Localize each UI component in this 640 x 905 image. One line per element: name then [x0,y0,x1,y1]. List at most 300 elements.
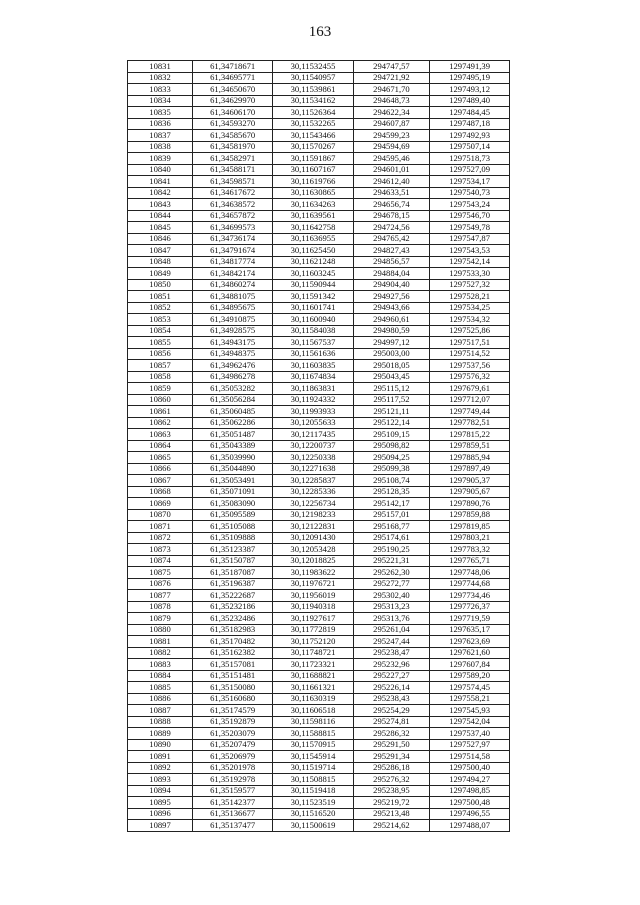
latitude-cell: 61,35203079 [193,728,273,740]
table-row [128,521,510,533]
x-coordinate-cell: 295117,52 [353,394,430,406]
y-coordinate-cell: 1297514,52 [430,348,510,360]
table-row [128,302,510,314]
longitude-cell: 30,11545914 [273,751,353,763]
longitude-cell: 30,11606518 [273,705,353,717]
x-coordinate-cell: 295003,00 [353,348,430,360]
y-coordinate-cell: 1297514,58 [430,751,510,763]
latitude-cell: 61,35174579 [193,705,273,717]
latitude-cell: 61,35201978 [193,762,273,774]
point-number-cell: 10847 [128,245,193,257]
latitude-cell: 61,35232486 [193,613,273,625]
longitude-cell: 30,11993933 [273,406,353,418]
point-number-cell: 10833 [128,84,193,96]
point-number-cell: 10845 [128,222,193,234]
longitude-cell: 30,11688821 [273,670,353,682]
point-number-cell: 10876 [128,578,193,590]
point-number-cell: 10863 [128,429,193,441]
latitude-cell: 61,35196387 [193,578,273,590]
point-number-cell: 10841 [128,176,193,188]
table-row [128,705,510,717]
longitude-cell: 30,12256734 [273,498,353,510]
table-row [128,72,510,84]
table-row [128,544,510,556]
y-coordinate-cell: 1297607,84 [430,659,510,671]
latitude-cell: 61,35053282 [193,383,273,395]
coordinates-table [127,60,510,832]
table-row [128,233,510,245]
point-number-cell: 10887 [128,705,193,717]
y-coordinate-cell: 1297748,06 [430,567,510,579]
latitude-cell: 61,35151481 [193,670,273,682]
longitude-cell: 30,11621248 [273,256,353,268]
latitude-cell: 61,35060485 [193,406,273,418]
y-coordinate-cell: 1297719,59 [430,613,510,625]
longitude-cell: 30,12018825 [273,555,353,567]
table-row [128,245,510,257]
longitude-cell: 30,11561636 [273,348,353,360]
y-coordinate-cell: 1297549,78 [430,222,510,234]
y-coordinate-cell: 1297589,20 [430,670,510,682]
x-coordinate-cell: 294612,40 [353,176,430,188]
point-number-cell: 10856 [128,348,193,360]
longitude-cell: 30,11723321 [273,659,353,671]
latitude-cell: 61,35105088 [193,521,273,533]
x-coordinate-cell: 294648,73 [353,95,430,107]
longitude-cell: 30,11519418 [273,785,353,797]
y-coordinate-cell: 1297534,25 [430,302,510,314]
table-row [128,498,510,510]
table-row [128,590,510,602]
point-number-cell: 10873 [128,544,193,556]
table-row [128,624,510,636]
longitude-cell: 30,11752120 [273,636,353,648]
x-coordinate-cell: 294633,51 [353,187,430,199]
longitude-cell: 30,11630319 [273,693,353,705]
point-number-cell: 10897 [128,820,193,832]
x-coordinate-cell: 294656,74 [353,199,430,211]
table-row [128,739,510,751]
x-coordinate-cell: 295238,47 [353,647,430,659]
latitude-cell: 61,35192978 [193,774,273,786]
table-row [128,463,510,475]
latitude-cell: 61,35051487 [193,429,273,441]
latitude-cell: 61,34695771 [193,72,273,84]
table-row [128,682,510,694]
x-coordinate-cell: 295168,77 [353,521,430,533]
longitude-cell: 30,11570267 [273,141,353,153]
y-coordinate-cell: 1297749,44 [430,406,510,418]
point-number-cell: 10834 [128,95,193,107]
y-coordinate-cell: 1297496,55 [430,808,510,820]
x-coordinate-cell: 295254,29 [353,705,430,717]
latitude-cell: 61,34860274 [193,279,273,291]
point-number-cell: 10877 [128,590,193,602]
table-row [128,279,510,291]
table-row [128,601,510,613]
coordinates-table-body [128,61,510,832]
longitude-cell: 30,12285336 [273,486,353,498]
longitude-cell: 30,11772819 [273,624,353,636]
table-row [128,613,510,625]
table-row [128,383,510,395]
x-coordinate-cell: 295115,12 [353,383,430,395]
table-row [128,61,510,73]
table-row [128,452,510,464]
y-coordinate-cell: 1297890,76 [430,498,510,510]
x-coordinate-cell: 295098,82 [353,440,430,452]
longitude-cell: 30,12250338 [273,452,353,464]
latitude-cell: 61,34581970 [193,141,273,153]
x-coordinate-cell: 295128,35 [353,486,430,498]
y-coordinate-cell: 1297498,85 [430,785,510,797]
x-coordinate-cell: 295291,34 [353,751,430,763]
longitude-cell: 30,11601741 [273,302,353,314]
longitude-cell: 30,12200737 [273,440,353,452]
x-coordinate-cell: 295227,27 [353,670,430,682]
longitude-cell: 30,11591867 [273,153,353,165]
table-row [128,314,510,326]
y-coordinate-cell: 1297534,32 [430,314,510,326]
longitude-cell: 30,11598116 [273,716,353,728]
latitude-cell: 61,34638572 [193,199,273,211]
table-row [128,647,510,659]
latitude-cell: 61,35043389 [193,440,273,452]
longitude-cell: 30,11983622 [273,567,353,579]
point-number-cell: 10886 [128,693,193,705]
latitude-cell: 61,34582971 [193,153,273,165]
latitude-cell: 61,34606170 [193,107,273,119]
x-coordinate-cell: 295313,76 [353,613,430,625]
y-coordinate-cell: 1297859,88 [430,509,510,521]
longitude-cell: 30,11588815 [273,728,353,740]
table-row [128,325,510,337]
longitude-cell: 30,11976721 [273,578,353,590]
point-number-cell: 10893 [128,774,193,786]
table-row [128,268,510,280]
point-number-cell: 10884 [128,670,193,682]
y-coordinate-cell: 1297905,37 [430,475,510,487]
longitude-cell: 30,11600940 [273,314,353,326]
point-number-cell: 10865 [128,452,193,464]
point-number-cell: 10854 [128,325,193,337]
longitude-cell: 30,11863831 [273,383,353,395]
point-number-cell: 10852 [128,302,193,314]
longitude-cell: 30,11584038 [273,325,353,337]
latitude-cell: 61,34791674 [193,245,273,257]
longitude-cell: 30,12055633 [273,417,353,429]
latitude-cell: 61,34593270 [193,118,273,130]
point-number-cell: 10871 [128,521,193,533]
y-coordinate-cell: 1297488,07 [430,820,510,832]
longitude-cell: 30,11607167 [273,164,353,176]
y-coordinate-cell: 1297517,51 [430,337,510,349]
longitude-cell: 30,11591342 [273,291,353,303]
y-coordinate-cell: 1297744,68 [430,578,510,590]
x-coordinate-cell: 295247,44 [353,636,430,648]
table-row [128,118,510,130]
x-coordinate-cell: 295276,32 [353,774,430,786]
x-coordinate-cell: 294827,43 [353,245,430,257]
point-number-cell: 10885 [128,682,193,694]
y-coordinate-cell: 1297537,40 [430,728,510,740]
point-number-cell: 10843 [128,199,193,211]
table-row [128,417,510,429]
x-coordinate-cell: 295214,62 [353,820,430,832]
point-number-cell: 10842 [128,187,193,199]
x-coordinate-cell: 295226,14 [353,682,430,694]
longitude-cell: 30,11543466 [273,130,353,142]
latitude-cell: 61,34948375 [193,348,273,360]
latitude-cell: 61,34617672 [193,187,273,199]
point-number-cell: 10867 [128,475,193,487]
longitude-cell: 30,11570915 [273,739,353,751]
y-coordinate-cell: 1297635,17 [430,624,510,636]
latitude-cell: 61,34842174 [193,268,273,280]
longitude-cell: 30,11567537 [273,337,353,349]
point-number-cell: 10872 [128,532,193,544]
x-coordinate-cell: 295190,25 [353,544,430,556]
y-coordinate-cell: 1297534,17 [430,176,510,188]
point-number-cell: 10881 [128,636,193,648]
point-number-cell: 10880 [128,624,193,636]
x-coordinate-cell: 294724,56 [353,222,430,234]
x-coordinate-cell: 295262,30 [353,567,430,579]
point-number-cell: 10837 [128,130,193,142]
latitude-cell: 61,34962476 [193,360,273,372]
table-row [128,728,510,740]
table-row [128,659,510,671]
longitude-cell: 30,11532265 [273,118,353,130]
longitude-cell: 30,11636955 [273,233,353,245]
latitude-cell: 61,35192879 [193,716,273,728]
x-coordinate-cell: 295142,17 [353,498,430,510]
table-row [128,95,510,107]
longitude-cell: 30,12271638 [273,463,353,475]
longitude-cell: 30,11519714 [273,762,353,774]
point-number-cell: 10836 [128,118,193,130]
x-coordinate-cell: 295157,01 [353,509,430,521]
y-coordinate-cell: 1297484,45 [430,107,510,119]
table-row [128,187,510,199]
y-coordinate-cell: 1297542,14 [430,256,510,268]
table-row [128,348,510,360]
x-coordinate-cell: 295219,72 [353,797,430,809]
latitude-cell: 61,34718671 [193,61,273,73]
table-row [128,360,510,372]
table-row [128,164,510,176]
latitude-cell: 61,35207479 [193,739,273,751]
longitude-cell: 30,12122831 [273,521,353,533]
y-coordinate-cell: 1297527,32 [430,279,510,291]
x-coordinate-cell: 294765,42 [353,233,430,245]
longitude-cell: 30,11603835 [273,360,353,372]
latitude-cell: 61,35083090 [193,498,273,510]
latitude-cell: 61,35160680 [193,693,273,705]
table-row [128,774,510,786]
longitude-cell: 30,11924332 [273,394,353,406]
point-number-cell: 10857 [128,360,193,372]
x-coordinate-cell: 295099,38 [353,463,430,475]
point-number-cell: 10894 [128,785,193,797]
table-row [128,555,510,567]
point-number-cell: 10889 [128,728,193,740]
y-coordinate-cell: 1297500,48 [430,797,510,809]
y-coordinate-cell: 1297679,61 [430,383,510,395]
y-coordinate-cell: 1297500,40 [430,762,510,774]
x-coordinate-cell: 294595,46 [353,153,430,165]
longitude-cell: 30,11539861 [273,84,353,96]
table-row [128,751,510,763]
point-number-cell: 10832 [128,72,193,84]
longitude-cell: 30,11500619 [273,820,353,832]
y-coordinate-cell: 1297525,86 [430,325,510,337]
x-coordinate-cell: 295286,18 [353,762,430,774]
table-row [128,636,510,648]
y-coordinate-cell: 1297528,21 [430,291,510,303]
y-coordinate-cell: 1297885,94 [430,452,510,464]
longitude-cell: 30,11940318 [273,601,353,613]
table-row [128,371,510,383]
latitude-cell: 61,34629970 [193,95,273,107]
y-coordinate-cell: 1297734,46 [430,590,510,602]
y-coordinate-cell: 1297905,67 [430,486,510,498]
y-coordinate-cell: 1297859,51 [430,440,510,452]
x-coordinate-cell: 295221,31 [353,555,430,567]
latitude-cell: 61,35159577 [193,785,273,797]
x-coordinate-cell: 295018,05 [353,360,430,372]
latitude-cell: 61,34895675 [193,302,273,314]
latitude-cell: 61,34598571 [193,176,273,188]
y-coordinate-cell: 1297803,21 [430,532,510,544]
y-coordinate-cell: 1297574,45 [430,682,510,694]
point-number-cell: 10878 [128,601,193,613]
longitude-cell: 30,11639561 [273,210,353,222]
y-coordinate-cell: 1297493,12 [430,84,510,96]
x-coordinate-cell: 295291,50 [353,739,430,751]
latitude-cell: 61,34585670 [193,130,273,142]
table-row [128,486,510,498]
point-number-cell: 10858 [128,371,193,383]
point-number-cell: 10850 [128,279,193,291]
table-row [128,429,510,441]
point-number-cell: 10896 [128,808,193,820]
latitude-cell: 61,35123387 [193,544,273,556]
latitude-cell: 61,35222687 [193,590,273,602]
point-number-cell: 10868 [128,486,193,498]
latitude-cell: 61,35162382 [193,647,273,659]
point-number-cell: 10890 [128,739,193,751]
x-coordinate-cell: 294884,04 [353,268,430,280]
point-number-cell: 10846 [128,233,193,245]
longitude-cell: 30,12091430 [273,532,353,544]
longitude-cell: 30,11956019 [273,590,353,602]
y-coordinate-cell: 1297533,30 [430,268,510,280]
longitude-cell: 30,11927617 [273,613,353,625]
x-coordinate-cell: 295302,40 [353,590,430,602]
latitude-cell: 61,35062286 [193,417,273,429]
latitude-cell: 61,34928575 [193,325,273,337]
table-row [128,670,510,682]
latitude-cell: 61,35056284 [193,394,273,406]
x-coordinate-cell: 295272,77 [353,578,430,590]
latitude-cell: 61,34943175 [193,337,273,349]
y-coordinate-cell: 1297542,04 [430,716,510,728]
latitude-cell: 61,34986278 [193,371,273,383]
table-row [128,153,510,165]
table-row [128,693,510,705]
latitude-cell: 61,35182983 [193,624,273,636]
point-number-cell: 10891 [128,751,193,763]
latitude-cell: 61,35095589 [193,509,273,521]
y-coordinate-cell: 1297819,85 [430,521,510,533]
table-row [128,176,510,188]
longitude-cell: 30,11642758 [273,222,353,234]
y-coordinate-cell: 1297540,73 [430,187,510,199]
y-coordinate-cell: 1297765,71 [430,555,510,567]
latitude-cell: 61,34736174 [193,233,273,245]
x-coordinate-cell: 295108,74 [353,475,430,487]
point-number-cell: 10874 [128,555,193,567]
y-coordinate-cell: 1297726,37 [430,601,510,613]
x-coordinate-cell: 295313,23 [353,601,430,613]
y-coordinate-cell: 1297527,09 [430,164,510,176]
x-coordinate-cell: 295121,11 [353,406,430,418]
point-number-cell: 10840 [128,164,193,176]
table-row [128,509,510,521]
x-coordinate-cell: 294622,34 [353,107,430,119]
x-coordinate-cell: 294904,40 [353,279,430,291]
y-coordinate-cell: 1297507,14 [430,141,510,153]
point-number-cell: 10849 [128,268,193,280]
longitude-cell: 30,11603245 [273,268,353,280]
latitude-cell: 61,35150080 [193,682,273,694]
longitude-cell: 30,12198233 [273,509,353,521]
longitude-cell: 30,11540957 [273,72,353,84]
y-coordinate-cell: 1297621,60 [430,647,510,659]
longitude-cell: 30,11674834 [273,371,353,383]
table-row [128,762,510,774]
latitude-cell: 61,35109888 [193,532,273,544]
latitude-cell: 61,34817774 [193,256,273,268]
point-number-cell: 10851 [128,291,193,303]
y-coordinate-cell: 1297495,19 [430,72,510,84]
longitude-cell: 30,11532455 [273,61,353,73]
y-coordinate-cell: 1297547,87 [430,233,510,245]
longitude-cell: 30,11590944 [273,279,353,291]
latitude-cell: 61,35137477 [193,820,273,832]
y-coordinate-cell: 1297558,21 [430,693,510,705]
x-coordinate-cell: 295274,81 [353,716,430,728]
latitude-cell: 61,35039990 [193,452,273,464]
x-coordinate-cell: 294980,59 [353,325,430,337]
longitude-cell: 30,12117435 [273,429,353,441]
longitude-cell: 30,11748721 [273,647,353,659]
y-coordinate-cell: 1297518,73 [430,153,510,165]
table-row [128,716,510,728]
x-coordinate-cell: 294856,57 [353,256,430,268]
latitude-cell: 61,35053491 [193,475,273,487]
point-number-cell: 10853 [128,314,193,326]
table-row [128,84,510,96]
y-coordinate-cell: 1297897,49 [430,463,510,475]
latitude-cell: 61,35150787 [193,555,273,567]
x-coordinate-cell: 294671,70 [353,84,430,96]
longitude-cell: 30,11508815 [273,774,353,786]
table-row [128,567,510,579]
longitude-cell: 30,11516520 [273,808,353,820]
latitude-cell: 61,35187087 [193,567,273,579]
